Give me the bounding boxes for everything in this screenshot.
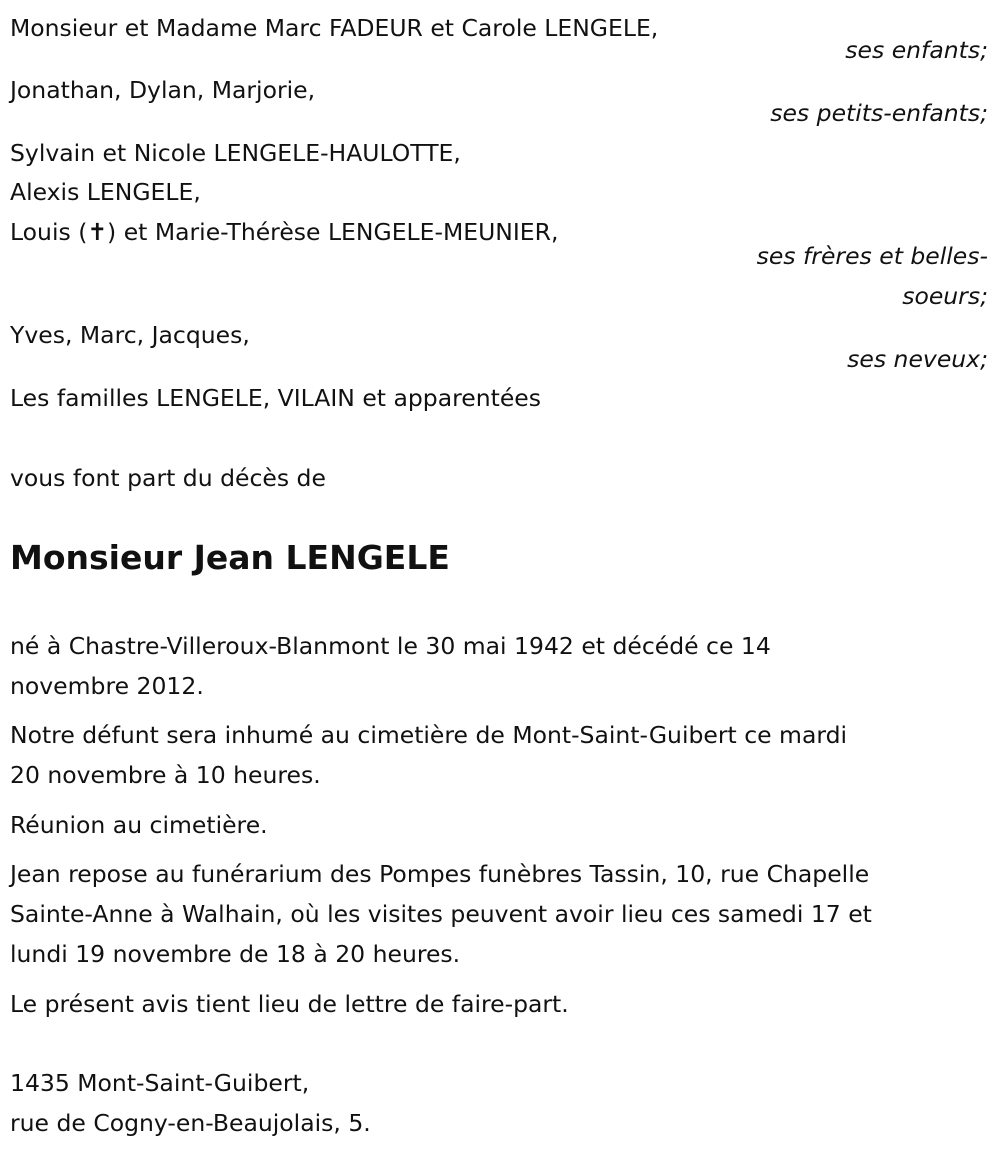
relation-label: soeurs; [902,282,988,310]
paragraph-line: lundi 19 novembre de 18 à 20 heures. [10,940,461,968]
address-line: rue de Cogny-en-Beaujolais, 5. [10,1109,371,1137]
relation-label: ses frères et belles- [756,242,988,270]
relation-label: ses neveux; [847,345,988,373]
deceased-name: Monsieur Jean LENGELE [10,538,450,577]
paragraph-line: Notre défunt sera inhumé au cimetière de Mont-Saint-Guibert ce mardi [10,721,848,749]
family-line: Louis (✝) et Marie-Thérèse LENGELE-MEUNIER, [10,218,559,246]
paragraph-line: Le présent avis tient lieu de lettre de faire-part. [10,990,569,1018]
relation-label: ses enfants; [845,36,988,64]
paragraph-line: né à Chastre-Villeroux-Blanmont le 30 mai 1942 et décédé ce 14 [10,632,771,660]
family-line: Alexis LENGELE, [10,178,201,206]
family-line: Jonathan, Dylan, Marjorie, [10,76,316,104]
announce-text: vous font part du décès de [10,464,326,492]
paragraph-line: Sainte-Anne à Walhain, où les visites peuvent avoir lieu ces samedi 17 et [10,900,872,928]
address-line: 1435 Mont-Saint-Guibert, [10,1069,310,1097]
family-line: Sylvain et Nicole LENGELE-HAULOTTE, [10,139,461,167]
paragraph-line: Jean repose au funérarium des Pompes funèbres Tassin, 10, rue Chapelle [10,860,870,888]
family-line: Les familles LENGELE, VILAIN et apparentées [10,384,541,412]
paragraph-line: Réunion au cimetière. [10,811,268,839]
family-line: Monsieur et Madame Marc FADEUR et Carole LENGELE, [10,14,659,42]
paragraph-line: 20 novembre à 10 heures. [10,761,321,789]
family-line: Yves, Marc, Jacques, [10,321,250,349]
relation-label: ses petits-enfants; [770,99,988,127]
paragraph-line: novembre 2012. [10,672,204,700]
